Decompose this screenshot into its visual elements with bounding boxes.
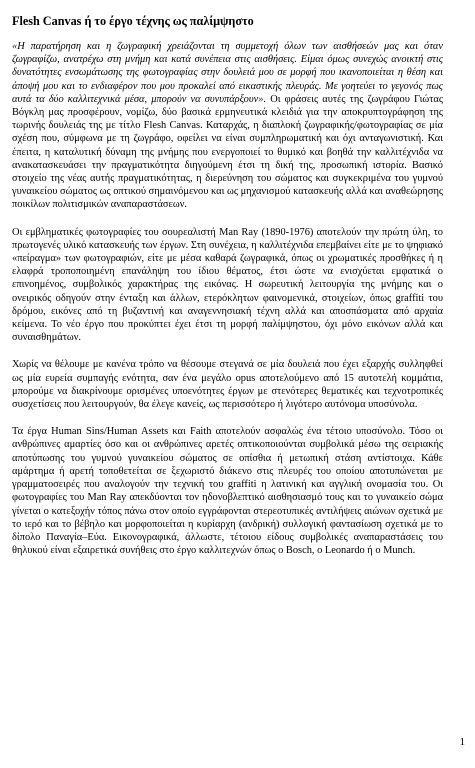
paragraph-4-text: Τα έργα Human Sins/Human Assets και Faith αποτελούν ασφαλώς ένα τέτοιο υποσύνολο. Τόσο οι ανθρώπινες αμαρτίες όσο και οι ανθρώπινες αρετές οπτικοποιούνται συμβολικά μέσω της σειριακής αποτύπωσης του γυμνού γυναικείου σώματος σε οπίσθια ή μετωπική στάση αντίστοιχα. Κάθε αμάρτημα ή αρετή τοποθετείται σε ξεχωριστό διάκενο στις πλευρές του οποίου αποτυπώνεται με γραμματοσειρές που αναλογούν την τεχνική του graffiti η λατινική και αγγλική ονομασία του. Οι φωτογραφίες του Man Ray απεκδύονται τον ηδονοβλεπτικό αισθησιασμό τους και το γυναικείο σώμα γίνεται ο κατεξοχήν τόπος πάνω στον οποίο εγγράφονται στερεοτυπικές αντιλήψεις αιώνων σχετικά με το ιερό και το βέβηλο και μορφοποιείται η κυρίαρχη (ανδρική) συλλογική φαντασίωση σχετικά με το δίπολο Παναγία–Εύα. Εικονογραφικά, άλλωστε, τέτοιου είδους συμβολικές αναπαραστάσεις του θηλυκού είναι εξαιρετικά συνήθεις στο έργο καλλιτεχνών όπως ο Bosch, ο Leonardo ή ο Munch. [12,426,443,557]
paragraph-4 [12,425,443,557]
paragraph-1-quote: «Η παρατήρηση και η ζωγραφική χρειάζονται τη συμμετοχή όλων των αισθήσεών μας και όταν ζωγραφίζω, ανατρέχω στη μνήμη και κατά συνέπεια στις αισθήσεις. Είμαι όμως συνεχώς ανοικτή στις δυνατότητες ενσωμάτωσης της φωτογραφίας στην δουλειά μου σε μορφή που ικανοποιείται η θέση και άποψή μου και το ενδιαφέρον που μου προκαλεί από εικαστικής πλευράς. Με γοητεύει το γεγονός πως αυτά τα δύο καλλιτεχνικά μέσα, μπορούν να συνυπάρξουν». [12,41,443,105]
paragraph-1 [12,40,443,212]
paragraph-3 [12,358,443,411]
document-page [12,14,443,557]
paragraph-1-text: Οι φράσεις αυτές της ζωγράφου Γιώτας Βόγκλη μας προσφέρουν, νομίζω, δύο βασικά ερμηνευτικά κλειδιά για την αποκρυπτογράφηση της τωρινής δουλειάς της με τίτλο Flesh Canvas. Καταρχάς, η διαπλοκή ζωγραφικής/φωτογραφίας σε μία σχέση που, σύμφωνα με τη ζωγράφο, οφείλει να είναι συμπληρωματική και όχι ανταγωνιστική. Και έπειτα, η καταλυτική δύναμη της μνήμης που ενεργοποιεί το θυμικό και βοηθά την καλλιτέχνιδα να ανακατασκευάσει την πραγματικότητα διηγούμενη έτσι τη δική της, προσωπική ιστορία. Βασικό στοιχείο της νέας αυτής πραγματικότητας, η διερεύνηση του σώματος και συγκεκριμένα του γυμνού γυναικείου σώματος ως οπτικού σημαινόμενου και ως μηχανισμού κατασκευής αλλά και αναθεώρησης ποικίλων πολιτισμικών αναπαραστάσεων. [12,93,443,211]
paragraph-2-text: Οι εμβληματικές φωτογραφίες του σουρεαλιστή Man Ray (1890-1976) αποτελούν την πρώτη ύλη, το πρωτογενές υλικό κατασκευής των έργων. Στη συνέχεια, η καλλιτέχνιδα επεμβαίνει είτε με το ψηφιακό «πείραγμα» των φωτογραφιών, είτε με μέσα καθαρά ζωγραφικά, όπως οι χρωματικές προσθήκες ή η ελαφρά τροποποιημένη επανάληψη του ίδιου θέματος, έτσι ώστε να ενισχύεται εμφατικά ο επινοημένος, συμβολικός χαρακτήρας της εικόνας. Η σωρευτική λειτουργία της μνήμης και ο ονειρικός οδηγούν στην ένταξη και άλλων, ετερόκλητων φαινομενικά, στοιχείων, όπως graffiti του δρόμου, εικόνες από τη βυζαντινή και αναγεννησιακή τέχνη αλλά και αποσπάσματα από αρχαία κείμενα. Το νέο έργο που προκύπτει έχει έτσι τη μορφή παλίμψηστου, όχι μόνο εικόνων αλλά και συναισθημάτων. [12,226,443,344]
page-number: 1 [459,736,465,748]
document-title: Flesh Canvas ή το έργο τέχνης ως παλίμψηστο [12,14,254,28]
paragraph-2 [12,226,443,345]
paragraph-3-text: Χωρίς να θέλουμε με κανένα τρόπο να θέσουμε στεγανά σε μία δουλειά που έχει εξαρχής συλληφθεί ως μία ευρεία συμπαγής ενότητα, σαν ένα μεγάλο opus αποτελούμενο από 15 αυτοτελή κομμάτια, μπορούμε να διακρίνουμε ορισμένες υποενότητες έργων με στενότερες θεματικές και τεχνοτροπικές συσχετίσεις που λειτουργούν, θα έλεγε κανείς, ως περισσότερο ή λιγότερο αυτόνομα υποσύνολα. [12,359,443,411]
